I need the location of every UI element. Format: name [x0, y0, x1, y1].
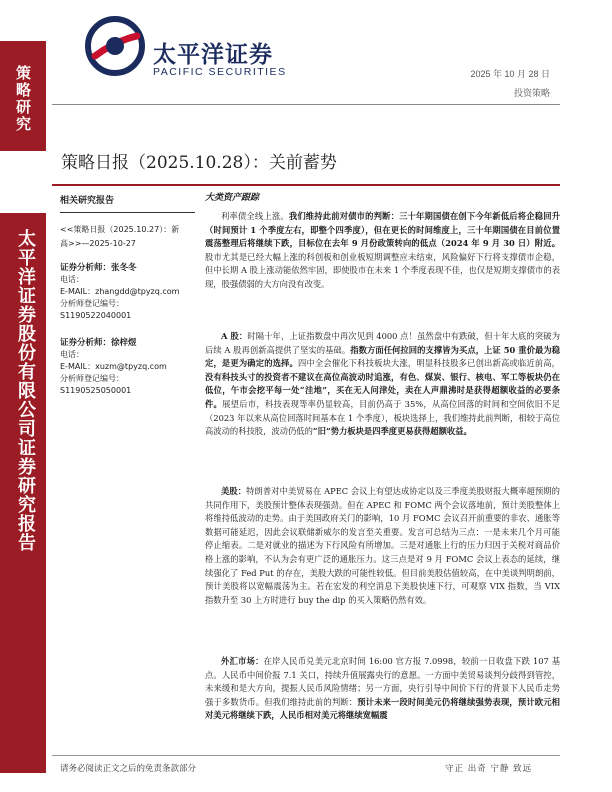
related-reports-heading: 相关研究报告 — [60, 196, 115, 206]
brand-name-cn: 太平洋证券 — [153, 42, 273, 68]
a-shares-label: A 股： — [221, 331, 248, 341]
footer-divider — [52, 755, 560, 756]
fx-label: 外汇市场： — [221, 656, 264, 666]
us-stocks-text: 特朗普对中美贸易在 APEC 会议上有望达成协定以及三季度美股财报大概率超预期的共同作用下，美股预计整体表现强劲。但在 APEC 和 FOMC 两个会议落地前，预计美股整体上将维持低波动的走势。由于美国政府关门的影响，10 月 FOMC 会议召开前重要的非农、通胀等数据可能延迟，因此会议联储新威尔的发言至关重要。发言可总结为三点：一是未来几个月可能停止缩表。二是对就业的描述为下行风险有所增加。三是对通胀上行的压力归因于关税对商品价格上涨的影响，不认为会有更广泛的通胀压力。这三点是对 9 月 FOMC 会议上表态的延续，继续强化了 Fed Put 的存在，美股大跌的可能性较低。但目前美股估值较高，在中美谈判明朗前，预计美股将以宽幅震荡为主。若在宏发的利空消息下美股快速下行，可观察 VIX 指数，当 VIX 指数升至 30 上方时进行 buy the dip 的买入策略仍然有效。 — [205, 486, 560, 605]
company-band-label: 太平洋证券股份有限公司证券研究报告 — [15, 229, 36, 552]
a-shares-text-3: 四中全会催化下科技板块大涨，明显科技股多已创出新高或临近前高， — [298, 358, 560, 369]
a-shares-text-1: 时隔十年，上证指数盘中再次见到 4000 点！虽然盘中有跌破，但十年大底的突破为后续 A 股再创新高提供了坚实的基础。 — [205, 331, 560, 355]
related-report-link[interactable] — [60, 223, 195, 251]
analyst-2-name: 证券分析师：徐梓煜 — [60, 338, 137, 348]
header-divider — [52, 104, 560, 105]
company-band — [0, 213, 46, 773]
section-heading: 大类资产跟踪 — [205, 193, 260, 203]
sidebar-divider — [60, 212, 195, 213]
a-shares-text-2: 指数方面任何拉回的支撑皆为买点，上证 50 重价最为稳定，是更为确定的选择。 — [205, 344, 560, 369]
footer-disclaimer: 请务必阅读正文之后的免责条款部分 — [60, 764, 197, 774]
fx-text-2: 预计未来一段时间美元仍将继续强势表现，预计欧元相对美元将继续下跌，人民币相对美元将继续宽幅震 — [205, 696, 560, 721]
footer-motto: 守正 出奇 宁静 致远 — [445, 764, 533, 774]
analyst-1-name: 证券分析师：张冬冬 — [60, 263, 137, 273]
analyst-1-phone: 电话： — [60, 275, 84, 284]
a-shares-text-6: “旧”势力板块是四季度更易获得超额收益。 — [312, 426, 472, 437]
analyst-2-phone: 电话： — [60, 350, 84, 359]
paragraph-a-shares — [205, 330, 560, 439]
title-divider — [52, 184, 560, 186]
analyst-1-email[interactable]: E-MAIL：zhangdd@tpyzq.com — [60, 287, 180, 296]
analyst-2-email[interactable]: E-MAIL：xuzm@tpyzq.com — [60, 362, 167, 371]
analyst-2-block — [60, 337, 195, 397]
related-report-line-1: <<策略日报（2025.10.27）：新 — [60, 225, 180, 234]
paragraph-fx — [205, 655, 560, 723]
report-category: 投资策略 — [513, 89, 550, 99]
a-shares-text-4: 没有科技头寸的投资者不建议在高位高波动时追涨，有色、煤炭、银行、核电、军工等板块仍在低位，午市会挖平每一处“洼地”，买在无人问津处，卖在人声鼎沸时是获得超额收益的必要条件。 — [205, 371, 560, 409]
report-date: 2025 年 10 月 28 日 — [470, 69, 550, 79]
paragraph-us-stocks — [205, 485, 560, 607]
report-title: 策略日报（2025.10.28）：关前蓄势 — [61, 153, 337, 173]
paragraph-bonds — [205, 210, 560, 292]
bonds-view: 我们维持此前对债市的判断：三十年期国债在创下今年新低后将企稳回升（时间预计 1 个季度左右，即整个四季度），但在更长的时间维度上，三十年期国债在目前位置震荡整理后将继续下跌，目标位在去年 9 月份政策转向的低点（2024 年 9 月 30 日）附近。 — [205, 211, 560, 249]
pacific-securities-logo-icon — [85, 16, 145, 76]
brand-name-en: PACIFIC SECURITIES — [153, 66, 287, 78]
us-stocks-label: 美股： — [221, 486, 247, 496]
bonds-intro: 利率债全线上涨。 — [221, 211, 289, 221]
category-band-label: 策略研究 — [14, 65, 32, 133]
related-report-line-2: 高>>—2025-10-27 — [60, 239, 136, 248]
analyst-2-cert: 分析师登记编号：S1190525050001 — [60, 374, 132, 395]
analyst-1-block — [60, 262, 195, 322]
category-band — [0, 41, 46, 151]
fx-text-1: 在岸人民币兑美元北京时间 16:00 官方报 7.0998，较前一日收盘下跌 107 基点。人民币中间价报 7.1 关口，持续升值展露央行的意愿。一方面中美贸易谈判分歧得到管控，未来缓和是大方向，提振人民币风险情绪；另一方面，央行引导中间价下行的背景下人民币走势强于多数货币。但我们维持此前的判断： — [205, 656, 560, 707]
analyst-1-cert: 分析师登记编号：S1190522040001 — [60, 299, 132, 320]
a-shares-text-5: 展望后市，科技表现等率仍显较高，目前仍高于 35%，从高位回落的时间和空间依旧不足（2023 年以来从高位回落时间基本在 1 个季度），板块选择上，我们维持此前判断，相较于高位高波动的科技股，波动仍低的 — [205, 398, 560, 437]
bonds-detail: 股市尤其是已经大幅上涨的科创板和创业板短期调整应未结束，风险偏好下行将支撑债市企稳，但中长期 A 股上涨动能依然牢固，即使股市在未来 1 个季度表现不佳，也仅是短期支撑债市的表现，股强债弱的大方向没有改变。 — [205, 251, 560, 289]
